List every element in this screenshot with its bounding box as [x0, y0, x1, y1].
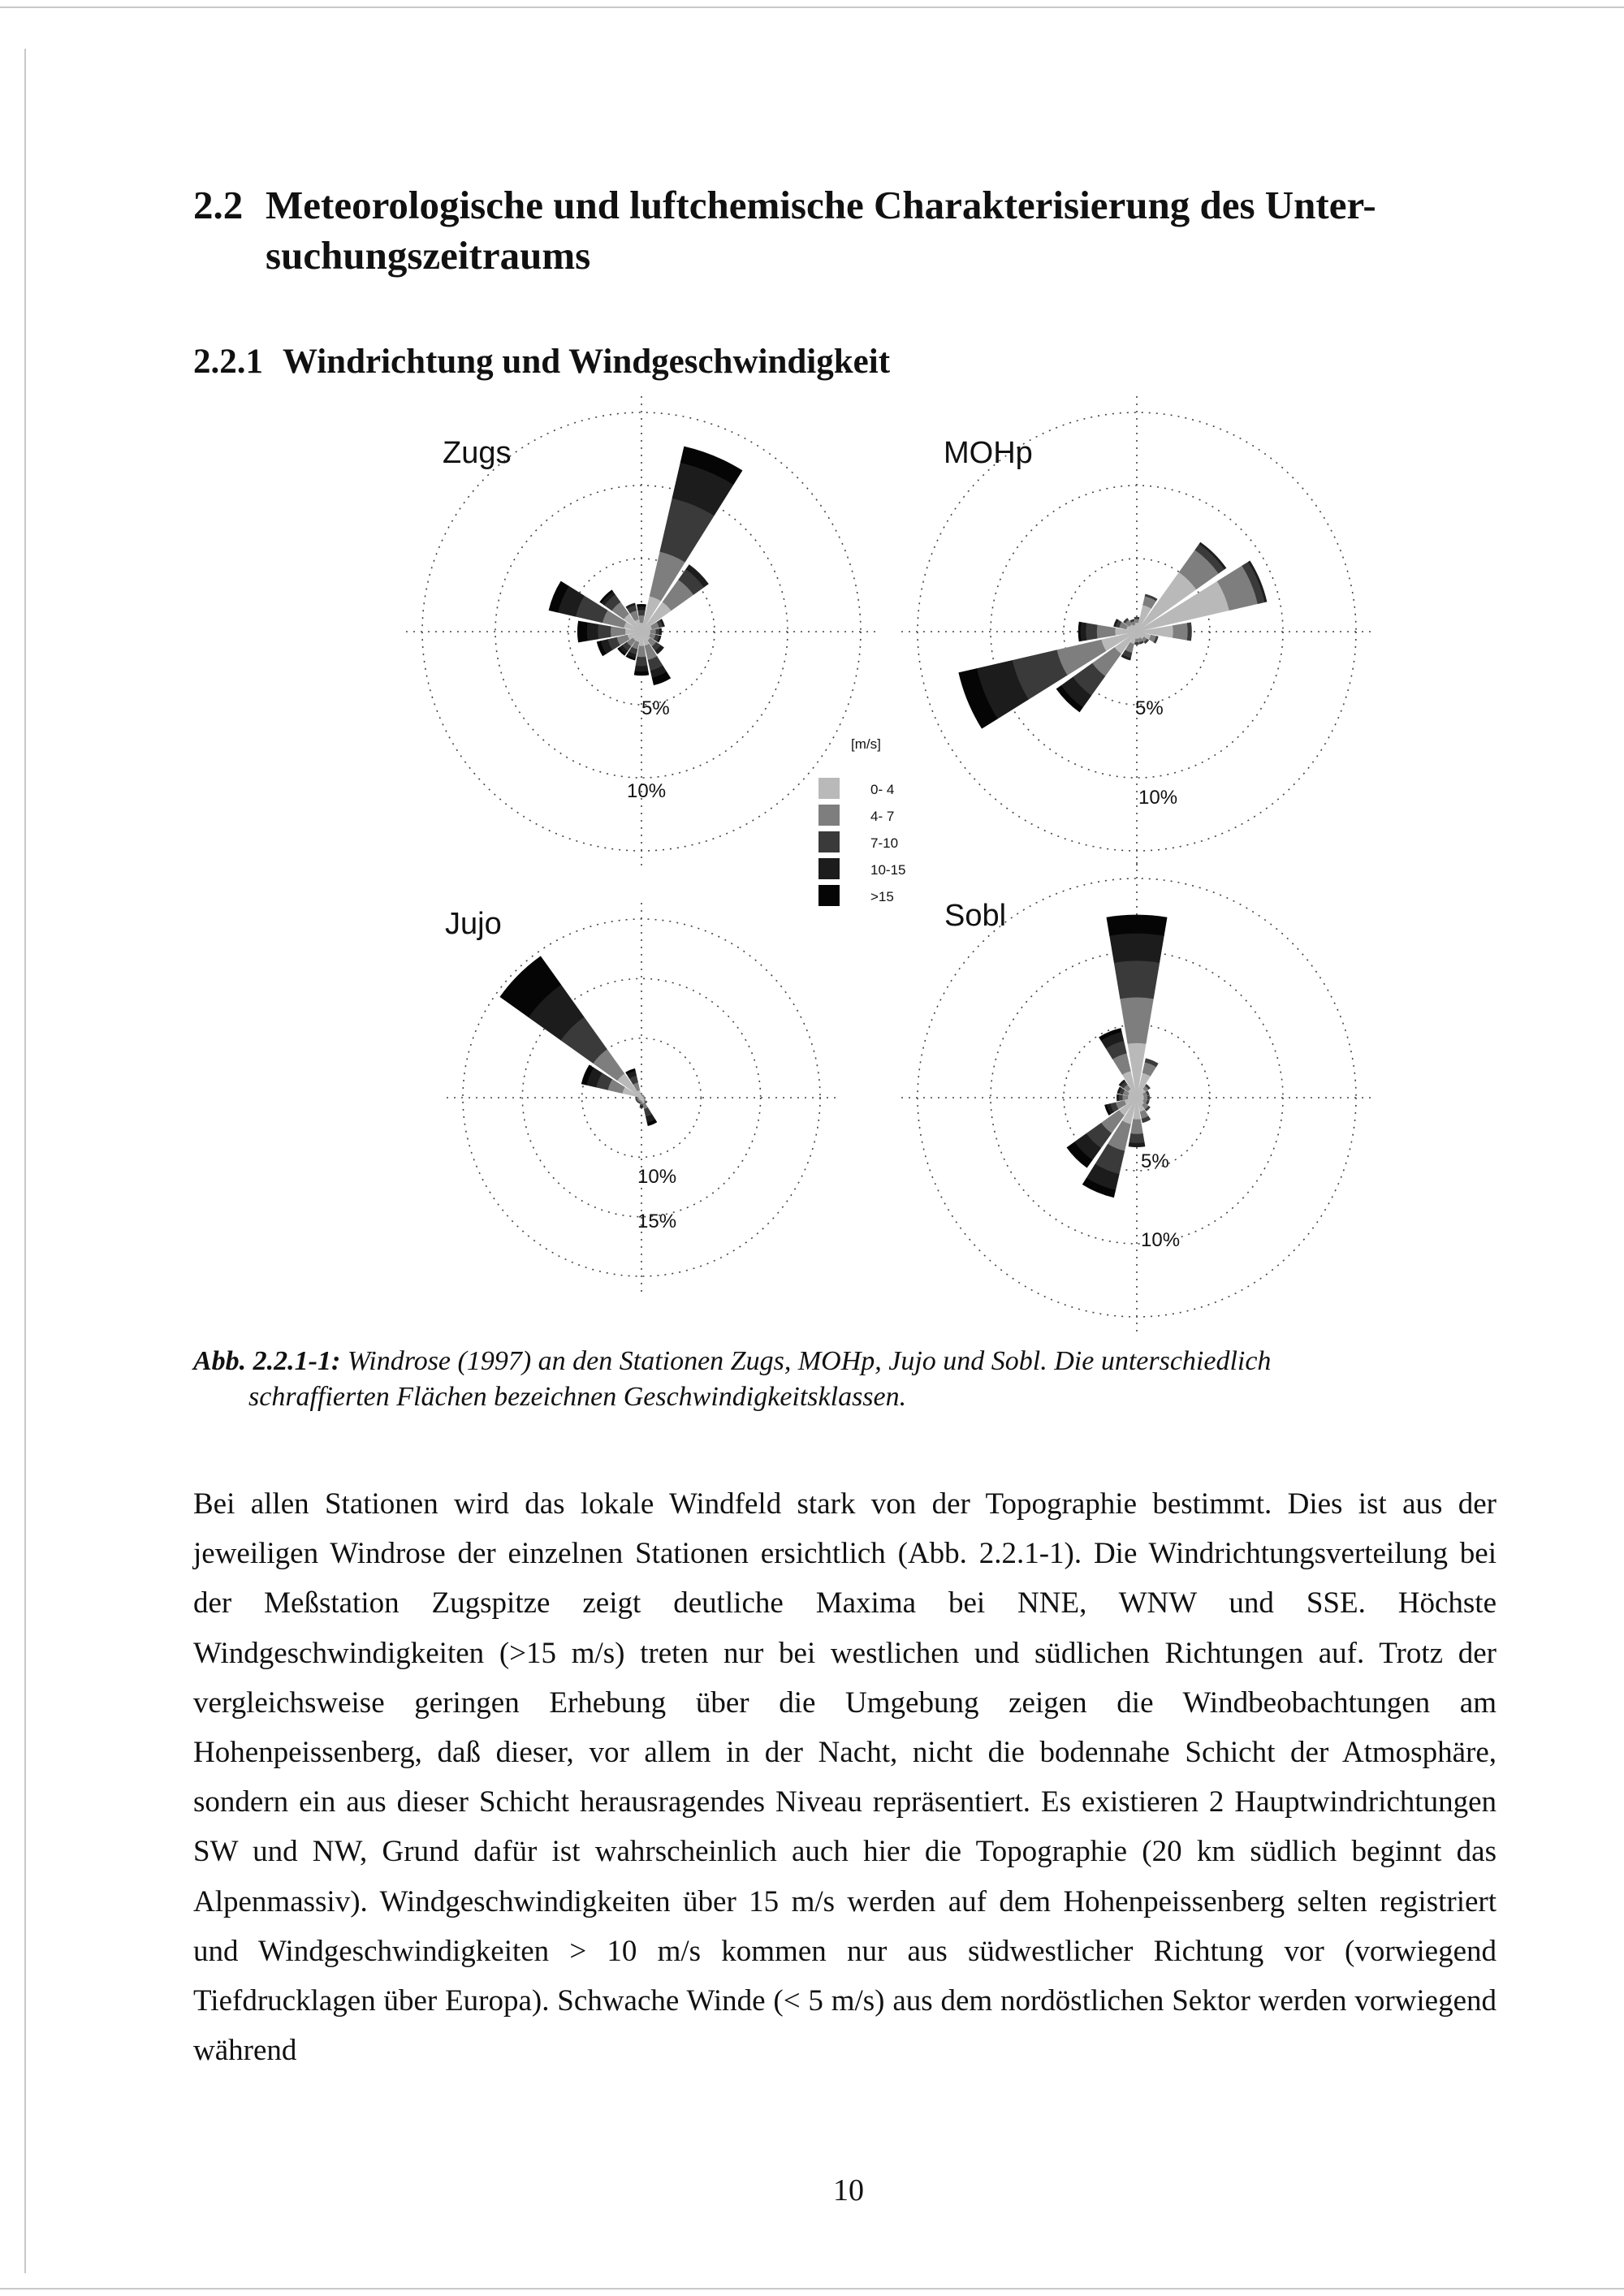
petal-90-class-1 [650, 629, 656, 634]
caption-label: Abb. 2.2.1-1: [193, 1346, 341, 1376]
subsection-title: Windrichtung und Windgeschwindigkeit [283, 343, 891, 381]
petal-90-class-2 [1147, 1095, 1149, 1099]
legend-class-3: 10-15 [870, 862, 906, 878]
legend-swatch-2 [818, 831, 840, 852]
petal-270-class-1 [1122, 1095, 1128, 1100]
petal-90-class-3 [659, 628, 662, 635]
caption-line-1: Windrose (1997) an den Stationen Zugs, MOHp, Jujo und Sobl. Die unterschiedlich [347, 1346, 1272, 1376]
petal-0-class-3 [637, 606, 646, 611]
ring-label: 10% [627, 780, 667, 802]
petal-180-class-2 [1129, 1133, 1145, 1143]
petal-270-class-4 [577, 621, 587, 642]
ring-label: 5% [641, 697, 670, 719]
legend-class-2: 7-10 [870, 835, 899, 851]
petal-180-class-1 [1131, 1120, 1143, 1134]
section-title-line-2: suchungszeitraums [266, 233, 591, 278]
petal-270-class-2 [1086, 624, 1097, 641]
windrose-sobl [901, 862, 1372, 1331]
figure-caption [193, 1344, 1492, 1415]
windrose-jujo [445, 903, 836, 1293]
scan-edge-bottom [0, 2288, 1624, 2290]
petal-90-class-1 [1144, 1096, 1148, 1099]
petal-180-class-2 [1134, 642, 1138, 644]
petal-90-class-2 [1187, 623, 1191, 641]
section-title-line-1: Meteorologische und luftchemische Charakterisierung des Unter- [266, 183, 1376, 227]
ring-label: 5% [1141, 1150, 1169, 1172]
petal-0-class-1 [1134, 619, 1138, 623]
petal-0-class-1 [1121, 997, 1154, 1043]
windrose-zugs [406, 396, 877, 867]
station-label: Zugs [443, 436, 512, 470]
speed-legend [818, 736, 905, 906]
legend-swatch-3 [818, 858, 840, 879]
petal-270-class-3 [1080, 622, 1086, 641]
petal-180-class-4 [634, 671, 649, 675]
petal-90-class-1 [1173, 624, 1188, 641]
legend-swatch-0 [818, 778, 840, 799]
petal-270-class-3 [1116, 1094, 1119, 1101]
petal-270-class-2 [598, 624, 611, 639]
ring-label: 10% [1138, 787, 1178, 809]
ring-label: 5% [1135, 697, 1164, 719]
windrose-mohp [901, 396, 1372, 867]
body-paragraph: Bei allen Stationen wird das lokale Windfeld stark von der Topographie bestimmt. Dies ist aus der jeweiligen Windrose der einzelnen Stationen ersichtlich (Abb. 2.2.1-1). Die Windrichtungsverteilung bei der Meßstation Zugspitze zeigt deutliche Maxima bei NNE, WNW und SSE. Höchste Windgeschwindigkeiten (>15 m/s) treten nur bei westlichen und südlichen Richtungen auf. Trotz der vergleichsweise geringen Erhebung über die Umgebung zeigen die Windbeobachtungen am Hohenpeissenberg, daß dieser, vor allem in der Nacht, nicht die bodennahe Schicht der Atmosphäre, sondern ein aus dieser Schicht herausragendes Niveau repräsentiert. Es existieren 2 Hauptwindrichtungen SW und NW, Grund dafür ist wahrscheinlich auch hier die Topographie (20 km südlich beginnt das Alpenmassiv). Windgeschwindigkeiten über 15 m/s werden auf dem Hohenpeissenberg selten registriert und Windgeschwindigkeiten > 10 m/s kommen nur aus südwestlicher Richtung vor (vorwiegend Tiefdrucklagen über Europa). Schwache Winde (< 5 m/s) aus dem nordöstlichen Sektor werden vorwiegend während [193, 1487, 1497, 2068]
petal-270-class-3 [586, 623, 598, 641]
legend-swatch-1 [818, 805, 840, 826]
petal-0-class-3 [1110, 934, 1164, 963]
petal-180-class-3 [635, 666, 648, 671]
station-label: Sobl [944, 899, 1007, 933]
caption-line-2: schraffierten Flächen bezeichnen Geschwindigkeitsklassen. [248, 1382, 907, 1412]
station-label: Jujo [445, 907, 502, 941]
petal-270-class-2 [1119, 1094, 1123, 1100]
petal-180-class-3 [1129, 1142, 1145, 1146]
legend-class-1: 4- 7 [870, 809, 895, 824]
petal-180-class-2 [640, 1104, 643, 1107]
legend-class-4: >15 [870, 889, 894, 904]
petal-0-class-4 [637, 604, 646, 606]
petal-0-class-2 [1134, 617, 1139, 619]
petal-0-class-1 [639, 615, 645, 623]
petal-0-class-2 [1114, 960, 1160, 999]
station-label: MOHp [944, 436, 1033, 470]
petal-180-class-2 [636, 657, 647, 667]
ring-label: 10% [1141, 1229, 1181, 1251]
ring-label: 15% [637, 1211, 677, 1232]
legend-unit: [m/s] [851, 736, 881, 752]
subsection-number: 2.2.1 [193, 343, 263, 381]
petal-270-class-2 [636, 1097, 637, 1098]
page-number: 10 [833, 2173, 864, 2208]
petal-180-class-1 [637, 646, 646, 658]
petal-270-class-1 [611, 627, 625, 637]
ring-label: 10% [637, 1166, 677, 1188]
petal-180-class-1 [1135, 639, 1138, 643]
petal-0-class-4 [1107, 915, 1167, 935]
section-number: 2.2 [193, 183, 244, 227]
petal-270-class-1 [1096, 625, 1115, 638]
legend-swatch-4 [818, 885, 840, 906]
petal-0-class-2 [638, 610, 646, 615]
legend-class-0: 0- 4 [870, 782, 895, 797]
petal-90-class-2 [656, 628, 660, 634]
